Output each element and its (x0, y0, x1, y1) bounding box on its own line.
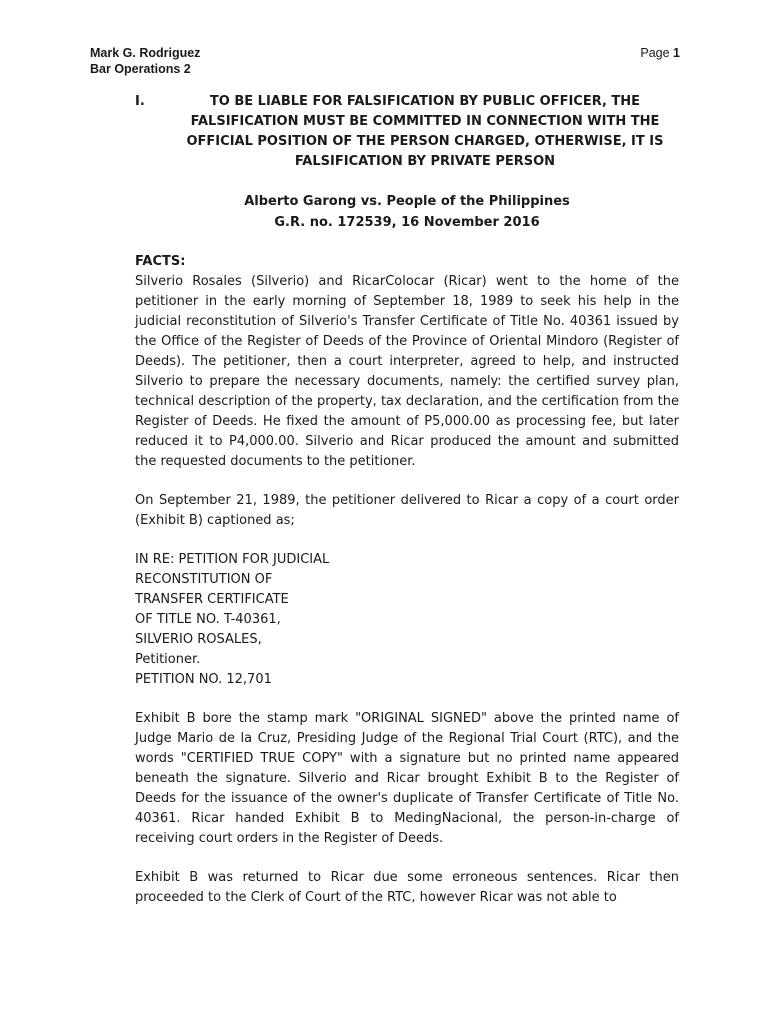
page-number: 1 (673, 46, 680, 60)
case-title: Alberto Garong vs. People of the Philippines (244, 194, 570, 209)
case-header (135, 191, 679, 233)
caption-line: OF TITLE NO. T-40361, (135, 612, 281, 627)
page-label: Page (640, 46, 670, 60)
caption-line: SILVERIO ROSALES, (135, 632, 262, 647)
caption-line: IN RE: PETITION FOR JUDICIAL (135, 552, 330, 567)
caption-line: PETITION NO. 12,701 (135, 672, 272, 687)
page-number-indicator (640, 45, 680, 61)
author-name: Mark G. Rodriguez (90, 46, 201, 60)
page-header-left (90, 45, 200, 77)
case-citation: G.R. no. 172539, 16 November 2016 (274, 215, 540, 230)
facts-paragraph-1: Silverio Rosales (Silverio) and RicarColocar (Ricar) went to the home of the petitioner in the early morning of September 18, 1989 to seek his help in the judicial reconstitution of Silverio's Transfer Certificate of Title No. 40361 issued by the Office of the Register of Deeds of the Province of Oriental Mindoro (Register of Deeds). The petitioner, then a court interpreter, agreed to help, and instructed Silverio to prepare the necessary documents, namely: the certified survey plan, technical description of the property, tax declaration, and the certification from the Register of Deeds. He fixed the amount of P5,000.00 as processing fee, but later reduced it to P4,000.00. Silverio and Ricar produced the amount and submitted the requested documents to the petitioner. (135, 274, 679, 469)
document-body (135, 92, 679, 908)
section-heading (135, 92, 679, 172)
caption-line: RECONSTITUTION OF (135, 572, 273, 587)
course-name: Bar Operations 2 (90, 62, 191, 76)
facts-label: FACTS: (135, 254, 186, 269)
section-title: TO BE LIABLE FOR FALSIFICATION BY PUBLIC OFFICER, THE FALSIFICATION MUST BE COMMITTED IN CONNECTION WITH THE OFFICIAL POSITION OF THE PERSON CHARGED, OTHERWISE, IT IS FALSIFICATION BY PRIVATE PERSON (186, 94, 664, 169)
court-order-caption (135, 550, 679, 690)
caption-line: Petitioner. (135, 652, 201, 667)
facts-paragraph-2: On September 21, 1989, the petitioner delivered to Ricar a copy of a court order (Exhibit B) captioned as; (135, 493, 679, 528)
caption-line: TRANSFER CERTIFICATE (135, 592, 289, 607)
facts-paragraph-4: Exhibit B was returned to Ricar due some erroneous sentences. Ricar then proceeded to the Clerk of Court of the RTC, however Ricar was not able to (135, 870, 679, 905)
section-numeral: I. (135, 94, 145, 109)
facts-paragraph-3: Exhibit B bore the stamp mark "ORIGINAL SIGNED" above the printed name of Judge Mario de la Cruz, Presiding Judge of the Regional Trial Court (RTC), and the words "CERTIFIED TRUE COPY" with a signature but no printed name appeared beneath the signature. Silverio and Ricar brought Exhibit B to the Register of Deeds for the issuance of the owner's duplicate of Transfer Certificate of Title No. 40361. Ricar handed Exhibit B to MedingNacional, the person-in-charge of receiving court orders in the Register of Deeds. (135, 711, 679, 846)
